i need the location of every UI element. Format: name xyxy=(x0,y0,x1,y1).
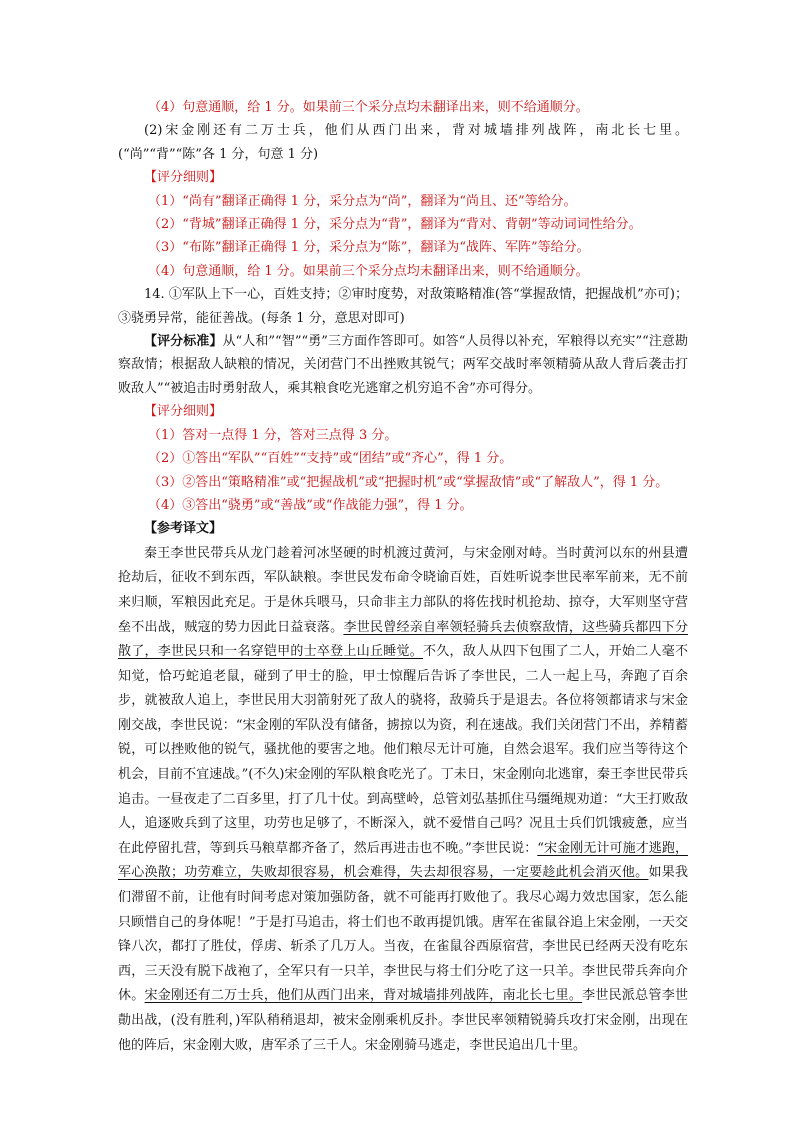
translation-p2: 不久，敌人从四下包围了二人，开始二人毫不知觉，恰巧蛇追老鼠，碰到了甲士的脸，甲士惊醒后告诉了李世民，二人一起上马，奔跑了百余步，就被敌人追上，李世民用大羽箭射死了敌人的骁将，敌骑兵于是退去。各位将领都请求与宋金刚交战，李世民说：“宋金刚的军队没有储备，掳掠以为资，利在速战。我们关闭营门不出，养精蓄锐，可以挫败他的锐气，骚扰他的要害之地。他们粮尽无计可施，自然会退军。我们应当等待这个机会，目前不宜速战。”(不久)宋金刚的军队粮食吃光了。丁未日，宋金刚向北逃窜，秦王李世民带兵追击。一昼夜走了二百多里，打了几十仗。到高壁岭，总管刘弘基抓住马缰绳规劝道：“大王打败敌人，追逐败兵到了这里，功劳也足够了，不断深入，就不爱惜自己吗？况且士兵们饥饿疲惫，应当在此停留扎营，等到兵马粮草都齐备了，然后再进击也不晚。”李世民说： xyxy=(118,644,688,856)
q13-part2-rubric-item-4: （4）句意通顺，给 1 分。如果前三个采分点均未翻译出来，则不给通顺分。 xyxy=(148,263,589,279)
q14-standard-text: 从“人和”“智”“勇”三方面作答即可。如答“人员得以补充，军粮得以充实”“注意勘察敌情；根据敌人缺粮的情况，关闭营门不出挫败其锐气；两军交战时率领精骑从敌人背后袭击打败敌人”“被追击时勇射敌人，乘其粮食吃光逃窜之机穷追不舍”亦可得分。 xyxy=(118,334,688,396)
translation-underline-2: “宋金刚无计可施才逃跑，军心涣散；功劳难立，失败却很容易，机会难得，失去却很容易，一定要趁此机会消灭他。 xyxy=(118,840,688,881)
q14-rubric-item-2: （2）①答出“军队”“百姓”“支持”或“团结”或“齐心”，得 1 分。 xyxy=(148,451,513,467)
q14-rubric-title: 【评分细则】 xyxy=(144,404,223,420)
translation-body xyxy=(118,542,688,1058)
translation-underline-3: 宋金刚还有二万士兵，他们从西门出来，背对城墙排列战阵，南北长七里。 xyxy=(144,988,583,1004)
q14-rubric-item-4: （4）③答出“骁勇”或“善战”或“作战能力强”，得 1 分。 xyxy=(148,497,473,513)
q13-part2-rubric-item-1: （1）“尚有”翻译正确得 1 分，采分点为“尚”，翻译为“尚且、还”等给分。 xyxy=(148,193,577,209)
q13-part2-rubric-title: 【评分细则】 xyxy=(144,170,223,186)
q13-part2-answer: (2)宋金刚还有二万士兵，他们从西门出来，背对城墙排列战阵，南北长七里。(“尚”“背”“陈”各 1 分，句意 1 分) xyxy=(118,123,688,162)
q13-part1-item4: （4）句意通顺，给 1 分。如果前三个采分点均未翻译出来，则不给通顺分。 xyxy=(148,100,589,115)
q13-part2-rubric-item-3: （3）“布陈”翻译正确得 1 分，采分点为“陈”，翻译为“战阵、军阵”等给分。 xyxy=(148,240,590,256)
translation-p1: 秦王李世民带兵从龙门趁着河冰坚硬的时机渡过黄河，与宋金刚对峙。当时黄河以东的州县遭抢劫后，征收不到东西，军队缺粮。李世民发布命令晓谕百姓，百姓听说李世民率军前来，无不前来归顺，军粮因此充足。于是休兵喂马，只命非主力部队的将佐找时机抢劫、掠夺，大军则坚守营垒不出战，贼寇的势力因此日益衰落。 xyxy=(118,545,688,635)
q14-standard-label: 【评分标准】 xyxy=(144,334,223,350)
answer-page xyxy=(118,96,688,1058)
translation-p4: 李世民派总管李世勣出战，(没有胜利，)军队稍稍退却，被宋金刚乘机反扑。李世民率领精锐骑兵攻打宋金刚，出现在他的阵后，宋金刚大败，唐军杀了三千人。宋金刚骑马逃走，李世民追出几十里。 xyxy=(118,988,688,1053)
translation-title: 【参考译文】 xyxy=(144,521,223,537)
q14-rubric-item-1: （1）答对一点得 1 分，答对三点得 3 分。 xyxy=(148,427,398,443)
q13-part2-rubric-item-2: （2）“背城”翻译正确得 1 分，采分点为“背”，翻译为“背对、背朝”等动词词性给分。 xyxy=(148,217,642,233)
translation-p3: 如果我们滞留不前，让他有时间考虑对策加强防备，就不可能再打败他了。我尽心竭力效忠国家，怎么能只顾惜自己的身体呢！”于是打马追击，将士们也不敢再提饥饿。唐军在雀鼠谷追上宋金刚，一天交锋八次，都打了胜仗，俘虏、斩杀了几万人。当夜，在雀鼠谷西原宿营，李世民已经两天没有吃东西，三天没有脱下战袍了，全军只有一只羊，李世民与将士们分吃了这一只羊。李世民带兵奔向介休。 xyxy=(118,865,688,1004)
q14-standard xyxy=(118,330,688,400)
q14-answer: 14. ①军队上下一心，百姓支持；②审时度势，对敌策略精准(答“掌握敌情，把握战机”亦可)；③骁勇异常，能征善战。(每条 1 分，意思对即可) xyxy=(118,287,688,326)
q14-rubric-item-3: （3）②答出“策略精准”或“把握战机”或“把握时机”或“掌握敌情”或“了解敌人”，得 1 分。 xyxy=(148,474,669,490)
translation-underline-1: 李世民曾经亲自率领轻骑兵去侦察敌情，这些骑兵都四下分散了，李世民只和一名穿铠甲的士卒登上山丘睡觉。 xyxy=(118,619,688,660)
